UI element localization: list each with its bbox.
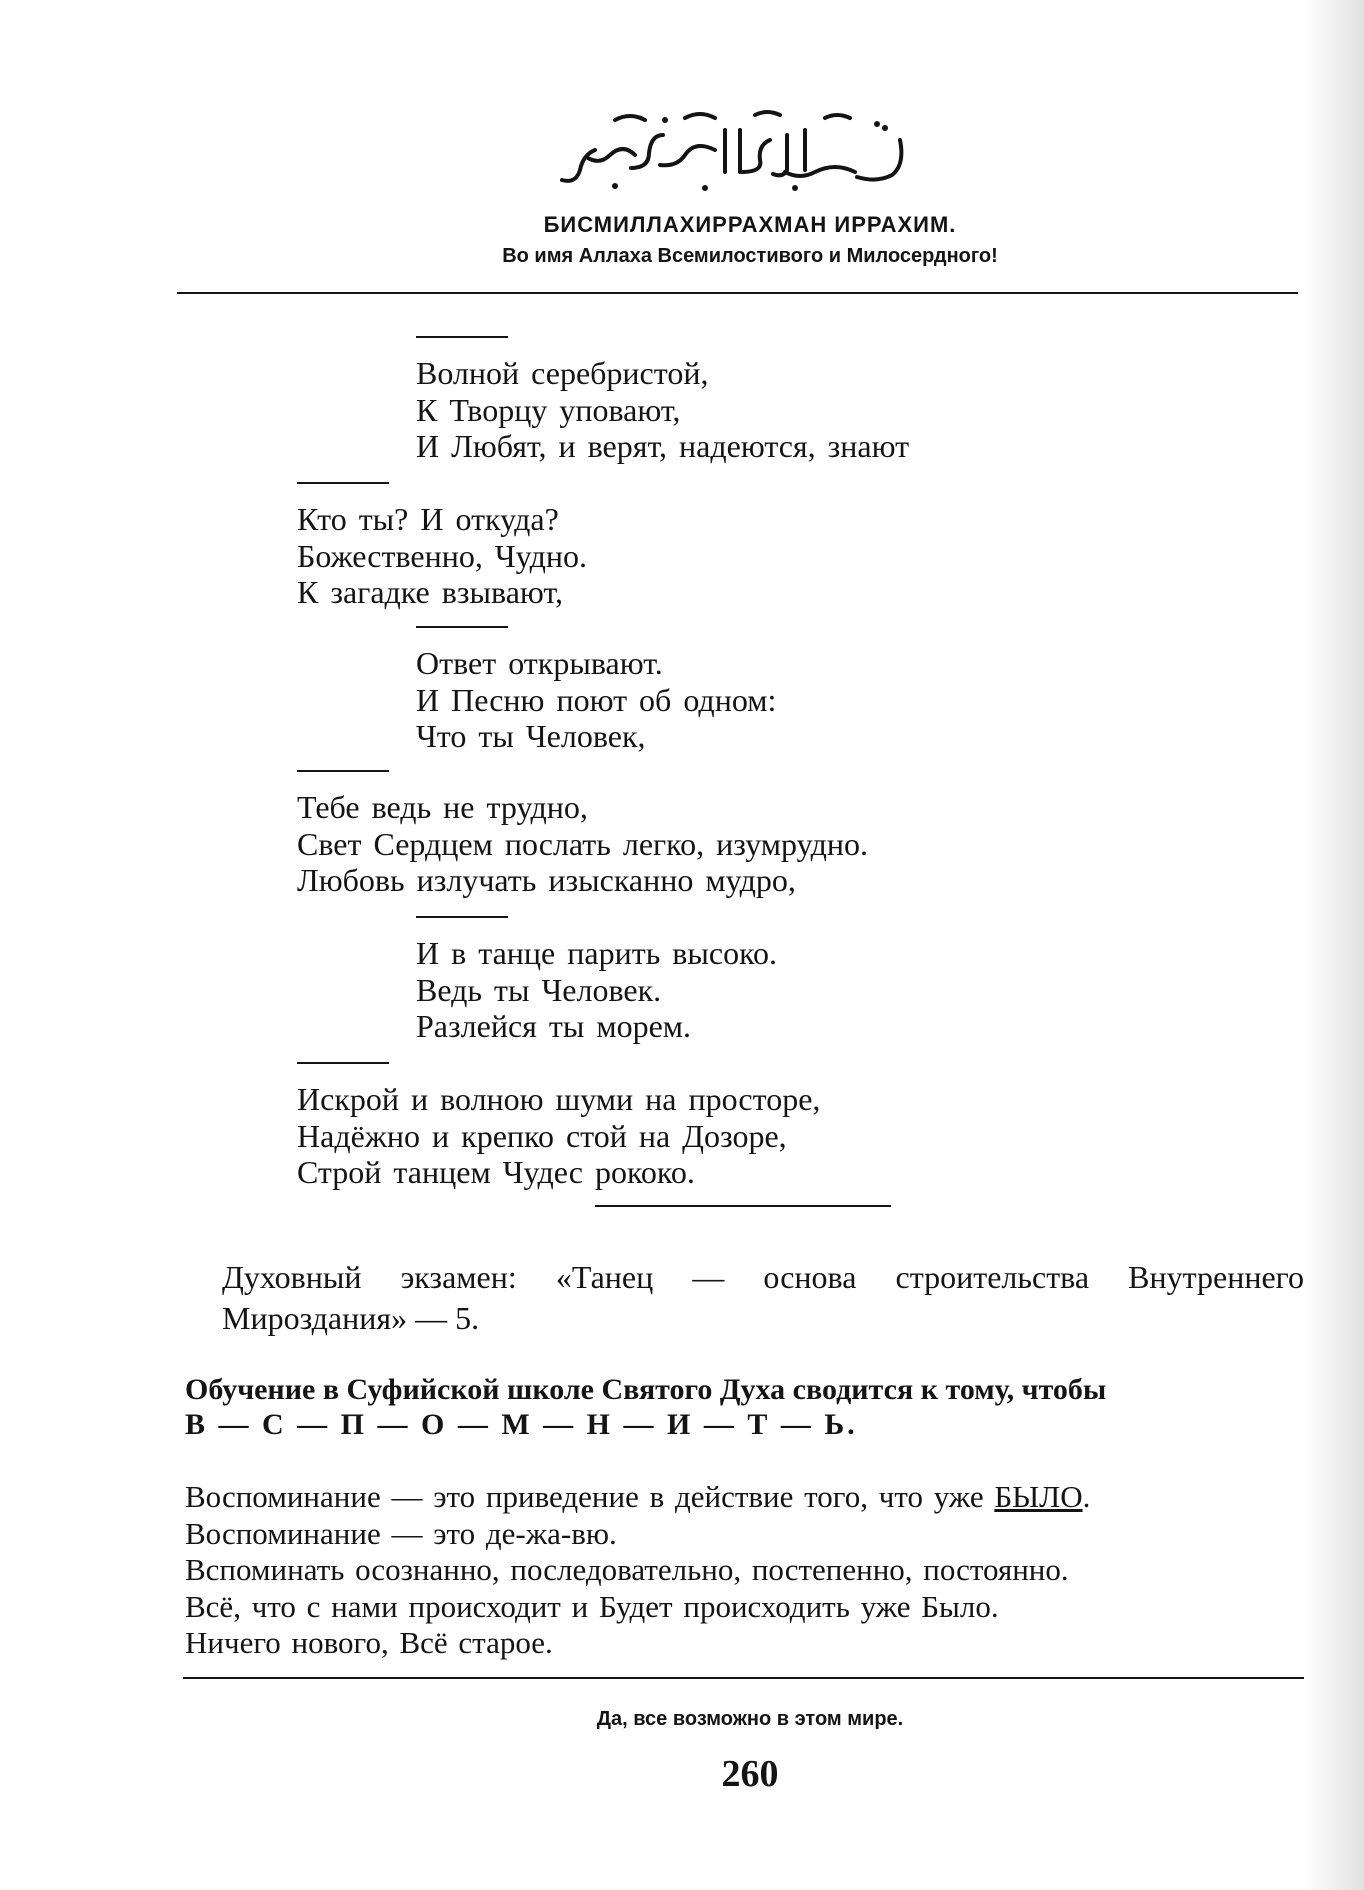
stanza-6 bbox=[297, 1081, 820, 1191]
stanza-3 bbox=[416, 645, 776, 755]
teaching-line: Обучение в Суфийской школе Святого Духа сводится к тому, чтобы bbox=[185, 1373, 1107, 1406]
verse-line: К Творцу уповают, bbox=[416, 391, 681, 428]
stanza-dash bbox=[416, 336, 508, 338]
bismillah-calligraphy bbox=[555, 100, 915, 195]
verse-line: Тебе ведь не трудно, bbox=[297, 789, 588, 825]
verse-line: Любовь излучать изысканно мудро, bbox=[297, 862, 796, 898]
page-edge-shadow bbox=[1304, 0, 1364, 1890]
stanza-dash bbox=[416, 916, 508, 918]
footer-text: Да, все возможно в этом мире. bbox=[596, 1708, 904, 1730]
verse-line: К загадке взывают, bbox=[297, 574, 563, 610]
header-rule bbox=[177, 292, 1298, 294]
stanza-1 bbox=[416, 355, 909, 465]
verse-line: Ответ открывают. bbox=[416, 645, 663, 681]
note-line: Ничего нового, Всё старое. bbox=[185, 1625, 553, 1660]
stanza-dash bbox=[297, 1062, 389, 1064]
verse-line: Строй танцем Чудес рококо. bbox=[297, 1154, 695, 1190]
note-line: Всё, что с нами происходит и Будет происходить уже Было. bbox=[185, 1588, 999, 1624]
footer-rule bbox=[183, 1677, 1304, 1679]
verse-line: И в танце парить высоко. bbox=[416, 935, 778, 971]
header-subtitle: Во имя Аллаха Всемилостивого и Милосердного! bbox=[502, 245, 998, 267]
stanza-dash bbox=[416, 626, 508, 628]
poem-end-rule bbox=[595, 1205, 891, 1207]
note-line: Воспоминание — это де-жа-вю. bbox=[185, 1515, 617, 1551]
verse-line: Искрой и волною шуми на просторе, bbox=[297, 1081, 821, 1117]
note-line: Воспоминание — это приведение в действие того, что уже БЫЛО. bbox=[185, 1479, 1091, 1514]
header-title: БИСМИЛЛАХИРРАХМАН ИРРАХИМ. bbox=[543, 212, 957, 237]
verse-line: И Любят, и верят, надеются, знают bbox=[416, 428, 910, 464]
stanza-dash bbox=[297, 482, 389, 484]
verse-line: Божественно, Чудно. bbox=[297, 537, 588, 574]
page-number: 260 bbox=[721, 1753, 779, 1795]
stanza-2 bbox=[297, 501, 587, 611]
verse-line: Надёжно и крепко стой на Дозоре, bbox=[297, 1117, 787, 1154]
verse-line: Волной серебристой, bbox=[416, 355, 709, 391]
verse-line: Ведь ты Человек. bbox=[416, 971, 662, 1008]
verse-line: Разлейся ты морем. bbox=[416, 1008, 692, 1044]
underlined-word: БЫЛО bbox=[994, 1479, 1083, 1514]
verse-line: Что ты Человек, bbox=[416, 718, 646, 754]
note-line: Вспоминать осознанно, последовательно, постепенно, постоянно. bbox=[185, 1552, 1069, 1587]
exam-paragraph: Духовный экзамен: «Танец — основа строительства Внутреннего Мироздания» — 5. bbox=[222, 1259, 1304, 1336]
remembrance-notes bbox=[185, 1479, 1090, 1662]
verse-line: Кто ты? И откуда? bbox=[297, 501, 559, 537]
verse-line: Свет Сердцем послать легко, изумрудно. bbox=[297, 825, 868, 862]
stanza-4 bbox=[297, 789, 868, 899]
stanza-dash bbox=[297, 770, 389, 772]
remember-spelled: В — С — П — О — М — Н — И — Т — Ь. bbox=[185, 1408, 858, 1441]
stanza-5 bbox=[416, 935, 777, 1045]
verse-line: И Песню поют об одном: bbox=[416, 681, 777, 718]
